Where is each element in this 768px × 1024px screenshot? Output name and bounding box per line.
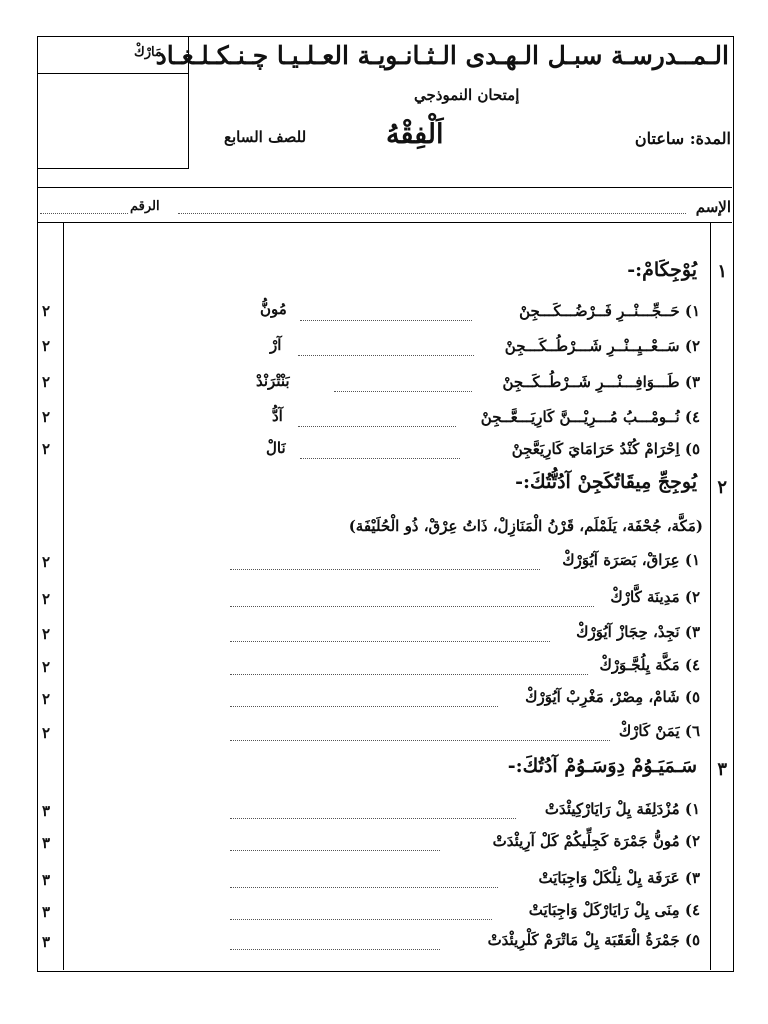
q1-mark-4: ٢ xyxy=(42,408,51,426)
q2-item-2: ٢) مَدِينَة كَّارْكْ xyxy=(610,588,700,606)
q3-item-3: ٣) عَرَفَة يِلْ نِلْكَلْ وَاجِبَايَتْ xyxy=(538,869,700,887)
q2-hint-list: (مَكَّة، جُحْفَة، يَلَمْلَم، قَرْنُ الْمَنَازِلْ، ذَاتُ عِرْقْ، ذُو الْحُلَيْفَة) xyxy=(348,517,703,535)
q2-item-3: ٣) نَجِدْ، حِجَازْ آيُوَرْكْ xyxy=(576,623,700,641)
marks-box-divider xyxy=(38,73,188,74)
question-title-3: سَـمَيَـوُمْ دِوَسَـوُمْ آدُتُكَ:- xyxy=(507,755,697,777)
q2-mark-4: ٢ xyxy=(42,658,51,676)
q3-answer-line-3[interactable] xyxy=(230,887,498,888)
q2-answer-line-5[interactable] xyxy=(230,706,498,707)
q1-answer-line-3[interactable] xyxy=(334,391,472,392)
marks-label: مَارْكْ xyxy=(134,45,162,60)
student-name-field[interactable] xyxy=(178,213,686,214)
q3-answer-line-1[interactable] xyxy=(230,818,516,819)
q1-answer-hint-1: مُونُّ xyxy=(260,300,287,318)
question-title-2: يُوجِجِّ مِيقَاتُكَجِنْ آدُتُّتُكَ:- xyxy=(515,471,697,493)
q1-answer-hint-2: آرْ xyxy=(270,336,282,354)
subject-title: اَلْفِقْهُ xyxy=(386,119,444,150)
exam-paper xyxy=(37,36,734,972)
q1-mark-2: ٢ xyxy=(42,337,51,355)
q2-mark-1: ٢ xyxy=(42,553,51,571)
q3-answer-line-5[interactable] xyxy=(230,949,440,950)
q1-answer-line-4[interactable] xyxy=(298,426,456,427)
question-number-3: ٣ xyxy=(717,759,727,780)
question-title-1: يُوْجِكَامْ:- xyxy=(627,259,697,281)
q2-answer-line-3[interactable] xyxy=(230,641,550,642)
q1-answer-line-1[interactable] xyxy=(300,320,472,321)
marks-box-bottom xyxy=(38,168,188,169)
q2-item-4: ٤) مَكَّة يِلُجَّـوَرْكْ xyxy=(599,656,700,674)
q1-mark-1: ٢ xyxy=(42,302,51,320)
q1-answer-line-5[interactable] xyxy=(300,458,460,459)
question-number-2: ٢ xyxy=(717,477,727,498)
q2-mark-3: ٢ xyxy=(42,625,51,643)
q2-mark-2: ٢ xyxy=(42,590,51,608)
student-info-bottom-divider xyxy=(38,222,732,223)
student-name-label: الإسم xyxy=(695,198,731,216)
q3-mark-1: ٣ xyxy=(42,802,51,820)
exam-type: إمتحان النموذجي xyxy=(414,86,520,104)
q1-item-1: ١) حَــجِّـــنْــرِ فَــرْضُـــكَـــجِنْ xyxy=(519,302,700,320)
school-name: الـمــدرسـة سبـل الـهـدى الـثـانـويـة العـلـيـا چـنـكـلـغـاد xyxy=(155,41,729,70)
student-number-label: الرقم xyxy=(130,199,160,214)
q2-mark-6: ٢ xyxy=(42,724,51,742)
q1-answer-hint-3: بَنْتْرَنْدْ xyxy=(256,372,290,390)
q2-item-1: ١) عِرَاقْ، بَصَرَة آيُوَرْكْ xyxy=(562,551,700,569)
question-number-1: ١ xyxy=(717,261,727,282)
q1-item-2: ٢) سَــعْــيِــنْــرِ شَـــرْطُــكَـــجِنْ xyxy=(504,337,700,355)
q2-item-5: ٥) شَامْ، مِصْرْ، مَغْرِبْ آيُوَرْكْ xyxy=(525,688,700,706)
q3-answer-line-2[interactable] xyxy=(230,850,440,851)
q2-answer-line-1[interactable] xyxy=(230,569,540,570)
q3-item-1: ١) مُزْدَلِفَة يِلْ رَايَارْكِيئْدَتْ xyxy=(544,800,700,818)
question-number-column-border xyxy=(710,222,711,970)
q1-item-5: ٥) اِحْرَامْ كُنْدُ حَرَامَايَ كَارِيَعَّجِنْ xyxy=(511,440,700,458)
q3-item-5: ٥) جَمْرَةُ الْعَقَبَة يِلْ مَاتْرَمْ كَلْرِيئْدَتْ xyxy=(487,931,700,949)
exam-duration: المدة: ساعتان xyxy=(634,129,731,148)
q3-item-2: ٢) مُونُّ جَمْرَة كَجِلِّيكُمْ كَلْ آرِيئْدَتْ xyxy=(492,832,700,850)
q2-mark-5: ٢ xyxy=(42,690,51,708)
q1-answer-hint-5: نَالْ xyxy=(266,439,286,457)
q3-mark-2: ٣ xyxy=(42,834,51,852)
q2-answer-line-2[interactable] xyxy=(230,606,594,607)
q2-item-6: ٦) يَمَنْ كَارْكْ xyxy=(618,722,700,740)
q3-mark-3: ٣ xyxy=(42,871,51,889)
q1-answer-hint-4: آدُّ xyxy=(272,407,283,425)
q2-answer-line-4[interactable] xyxy=(230,674,588,675)
q1-item-3: ٣) طَـــوَافِـــنْـــرِ شَــرْطُــكَــجِنْ xyxy=(502,373,700,391)
q2-answer-line-6[interactable] xyxy=(230,740,610,741)
q1-mark-3: ٢ xyxy=(42,373,51,391)
mark-column-border xyxy=(63,222,64,970)
q1-answer-line-2[interactable] xyxy=(298,355,474,356)
q3-mark-4: ٣ xyxy=(42,903,51,921)
header-bottom-divider xyxy=(38,187,732,188)
q3-item-4: ٤) مِنَى يِلْ رَايَارْكَلْ وَاجِبَايَتْ xyxy=(528,901,700,919)
q1-item-4: ٤) نُــومْـــبُ مُـــرِيْـــنَّ كَارِيَـــعَّــجِنْ xyxy=(480,408,700,426)
q3-mark-5: ٣ xyxy=(42,933,51,951)
grade-label: للصف السابع xyxy=(224,128,307,146)
q3-answer-line-4[interactable] xyxy=(230,919,492,920)
q1-mark-5: ٢ xyxy=(42,440,51,458)
student-number-field[interactable] xyxy=(40,213,128,214)
